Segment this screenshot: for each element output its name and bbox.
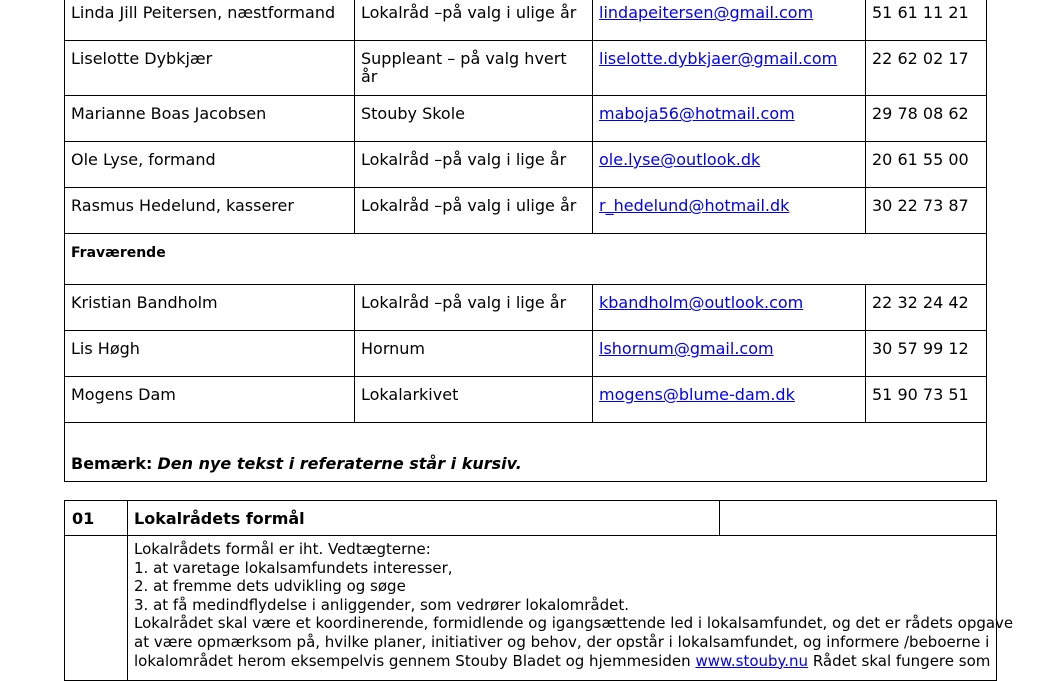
last-line-before: lokalområdet herom eksempelvis gennem Stouby Bladet og hjemmesiden xyxy=(134,651,696,670)
member-name-cell xyxy=(65,188,355,234)
agenda-last-line xyxy=(134,652,990,671)
member-role-cell xyxy=(355,41,593,96)
member-name-cell xyxy=(65,0,355,41)
member-role: Suppleant – på valg hvert år xyxy=(361,49,567,86)
member-name: Mogens Dam xyxy=(71,385,176,404)
member-phone-cell xyxy=(866,188,987,234)
member-name: Liselotte Dybkjær xyxy=(71,49,213,68)
member-row xyxy=(65,331,987,377)
member-email-cell xyxy=(593,331,866,377)
member-role: Stouby Skole xyxy=(361,104,465,123)
member-row xyxy=(65,188,987,234)
member-name-cell xyxy=(65,41,355,96)
agenda-number: 01 xyxy=(65,501,128,536)
member-role-cell xyxy=(355,285,593,331)
member-name-cell xyxy=(65,377,355,423)
absent-heading: Fraværende xyxy=(65,234,987,285)
member-email-cell xyxy=(593,285,866,331)
member-email[interactable]: liselotte.dybkjaer@gmail.com xyxy=(599,49,838,68)
member-role: Lokalråd –på valg i ulige år xyxy=(361,3,577,22)
member-name-cell xyxy=(65,142,355,188)
member-role: Lokalråd –på valg i lige år xyxy=(361,150,567,169)
member-phone-cell xyxy=(866,331,987,377)
member-phone: 51 61 11 21 xyxy=(872,3,969,22)
agenda-table xyxy=(64,500,1014,681)
member-email[interactable]: kbandholm@outlook.com xyxy=(599,293,804,312)
note-label: Bemærk: xyxy=(71,454,153,473)
member-email[interactable]: ole.lyse@outlook.dk xyxy=(599,150,761,169)
member-row xyxy=(65,377,987,423)
member-email[interactable]: lindapeitersen@gmail.com xyxy=(599,3,814,22)
member-role: Lokalarkivet xyxy=(361,385,459,404)
member-role-cell xyxy=(355,331,593,377)
member-name: Marianne Boas Jacobsen xyxy=(71,104,267,123)
member-phone-cell xyxy=(866,285,987,331)
agenda-line: 2. at fremme dets udvikling og søge xyxy=(134,577,406,596)
member-role-cell xyxy=(355,96,593,142)
member-phone: 30 22 73 87 xyxy=(872,196,969,215)
member-name-cell xyxy=(65,331,355,377)
note-cell xyxy=(65,423,987,482)
note-text: Den nye tekst i referaterne står i kursiv. xyxy=(157,454,522,473)
stouby-link[interactable]: www.stouby.nu xyxy=(695,651,809,670)
member-name: Kristian Bandholm xyxy=(71,293,218,312)
member-row xyxy=(65,0,987,41)
agenda-line: Lokalrådets formål er iht. Vedtægterne: xyxy=(134,540,431,558)
member-row xyxy=(65,285,987,331)
member-role-cell xyxy=(355,142,593,188)
agenda-title: Lokalrådets formål xyxy=(128,501,720,536)
member-role: Hornum xyxy=(361,339,425,358)
agenda-body xyxy=(128,536,1014,681)
member-email[interactable]: mogens@blume-dam.dk xyxy=(599,385,795,404)
members-table xyxy=(64,0,987,482)
agenda-line: Lokalrådet skal være et koordinerende, formidlende og igangsættende led i lokalsamfundet, og det er rådets opgave xyxy=(134,614,1014,633)
member-phone: 20 61 55 00 xyxy=(872,150,969,169)
member-name: Rasmus Hedelund, kasserer xyxy=(71,196,294,215)
agenda-line: 3. at få medindflydelse i anliggender, som vedrører lokalområdet. xyxy=(134,595,629,614)
member-phone-cell xyxy=(866,41,987,96)
member-email[interactable]: r_hedelund@hotmail.dk xyxy=(599,196,790,215)
member-role-cell xyxy=(355,188,593,234)
member-role: Lokalråd –på valg i lige år xyxy=(361,293,567,312)
member-row xyxy=(65,142,987,188)
member-name: Ole Lyse, formand xyxy=(71,150,216,169)
member-phone: 22 62 02 17 xyxy=(872,49,969,68)
member-email[interactable]: maboja56@hotmail.com xyxy=(599,104,795,123)
member-phone-cell xyxy=(866,142,987,188)
member-name-cell xyxy=(65,285,355,331)
agenda-line: 1. at varetage lokalsamfundets interesser, xyxy=(134,558,453,577)
member-email-cell xyxy=(593,188,866,234)
member-phone: 51 90 73 51 xyxy=(872,385,969,404)
member-name: Linda Jill Peitersen, næstformand xyxy=(71,3,336,22)
member-email-cell xyxy=(593,0,866,41)
member-email-cell xyxy=(593,377,866,423)
agenda-empty-cell xyxy=(720,501,997,536)
member-phone-cell xyxy=(866,0,987,41)
member-role-cell xyxy=(355,377,593,423)
agenda-line: at være opmærksom på, hvilke planer, initiativer og behov, der opstår i lokalsamfundet, og informere /beboerne i xyxy=(134,632,990,651)
member-role-cell xyxy=(355,0,593,41)
member-phone-cell xyxy=(866,96,987,142)
member-row xyxy=(65,96,987,142)
member-phone: 22 32 24 42 xyxy=(872,293,969,312)
member-role: Lokalråd –på valg i ulige år xyxy=(361,196,577,215)
member-phone-cell xyxy=(866,377,987,423)
member-email-cell xyxy=(593,142,866,188)
member-phone: 29 78 08 62 xyxy=(872,104,969,123)
member-phone: 30 57 99 12 xyxy=(872,339,969,358)
member-row xyxy=(65,41,987,96)
member-email[interactable]: lshornum@gmail.com xyxy=(599,339,774,358)
member-name-cell xyxy=(65,96,355,142)
last-line-after: Rådet skal fungere som xyxy=(808,651,991,670)
member-name: Lis Høgh xyxy=(71,339,140,358)
member-email-cell xyxy=(593,41,866,96)
agenda-number-cell xyxy=(65,536,128,681)
member-email-cell xyxy=(593,96,866,142)
